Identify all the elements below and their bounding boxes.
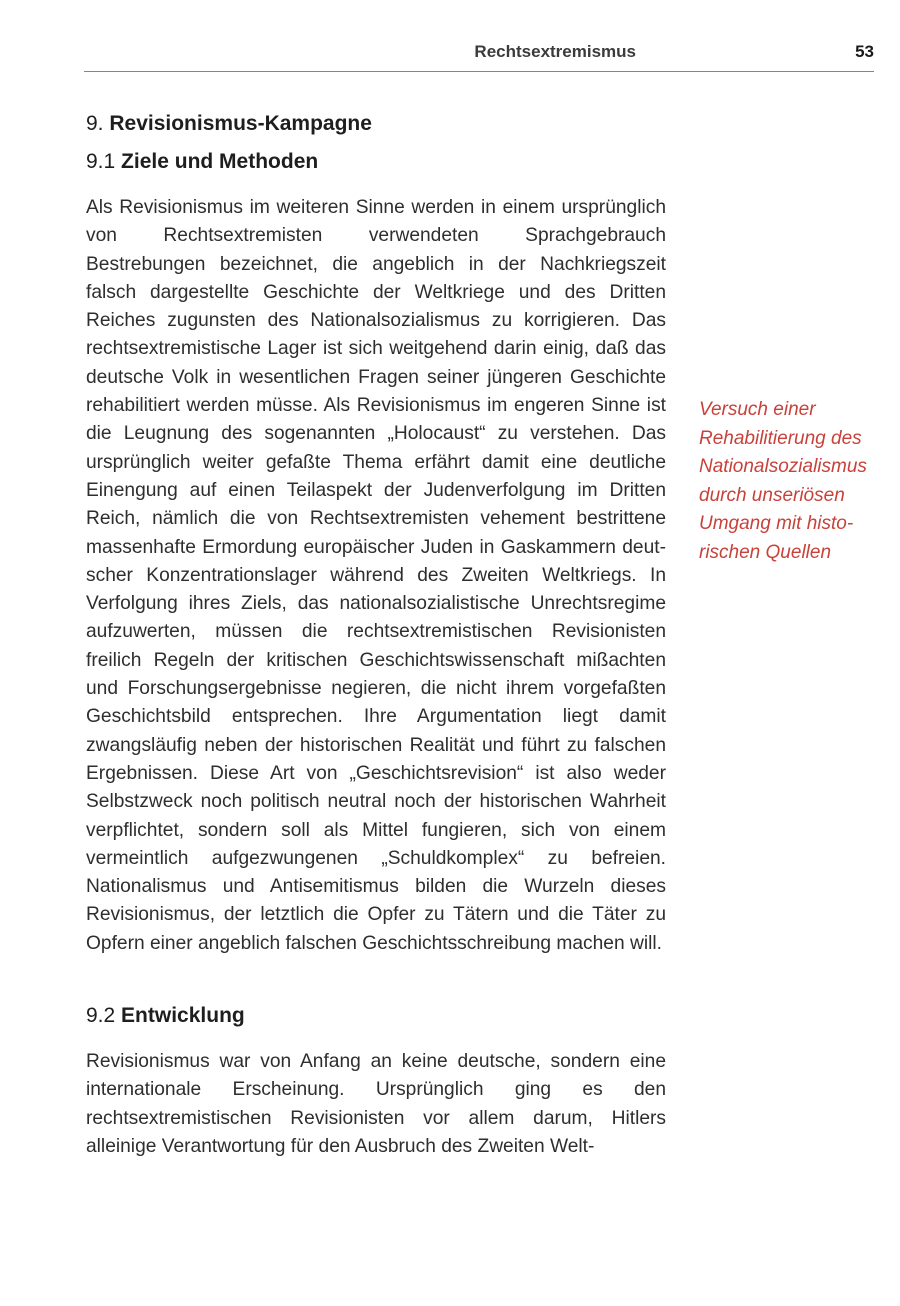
page-number: 53 — [855, 42, 874, 61]
subsection-heading-ziele — [86, 150, 666, 174]
section-number: 9. — [86, 112, 104, 135]
header-rule — [84, 71, 874, 72]
subsection-title: Ziele und Methoden — [121, 150, 319, 173]
subsection-entwicklung — [86, 1004, 666, 1161]
subsection-number: 9.1 — [86, 150, 116, 173]
margin-note: Versuch einer Rehabilitierung des Nationalsozialismus durch unseriösen Umgang mit historischen Quellen — [699, 399, 867, 563]
running-title: Rechtsextremismus — [474, 42, 636, 61]
body-paragraph-ziele: Als Revisionismus im weiteren Sinne werden in einem ursprünglich von Rechtsextremisten verwendeten Sprachgebrauch Bestrebungen bezeichnet, die angeblich in der Nachkriegszeit falsch dargestellte Geschichte der Weltkriege und des Dritten Reiches zugunsten des Nationalsozialismus zu korrigieren. Das rechtsextremistische Lager ist sich weitgehend darin einig, daß das deutsche Volk in wesentlichen Fragen seiner jüngeren Geschichte rehabilitiert werden müsse. Als Revisionismus im engeren Sinne ist die Leugnung des sogenannten „Holocaust“ zu verstehen. Das ursprünglich weiter gefaßte Thema erfährt damit eine deutliche Einengung auf einen Teilaspekt der Judenverfolgung im Dritten Reich, nämlich die von Rechtsextremisten vehement bestrittene massenhafte Ermordung europäischer Juden in Gaskammern deutscher Konzentrationslager während des Zweiten Weltkriegs. In Verfolgung ihres Ziels, das nationalsozialistische Unrechtsregime aufzuwerten, müssen die rechtsextremistischen Revisionisten freilich Regeln der kritischen Geschichtswissenschaft mißachten und Forschungsergebnisse negieren, die nicht ihrem vorgefaßten Geschichtsbild entsprechen. Ihre Argumentation liegt damit zwangsläufig neben der historischen Realität und führt zu falschen Ergebnissen. Diese Art von „Geschichtsrevision“ ist also weder Selbstzweck noch politisch neutral noch der historischen Wahrheit verpflichtet, sondern soll als Mittel fungieren, sich von einem vermeintlich aufgezwungenen „Schuldkomplex“ zu befreien. Nationalismus und Antisemitismus bilden die Wurzeln dieses Revisionismus, der letztlich die Opfer zu Tätern und die Täter zu Opfern einer angeblich falschen Geschichtsschreibung machen will. — [86, 197, 666, 954]
main-text-column — [86, 112, 666, 1161]
section-heading — [86, 112, 666, 136]
subsection-title: Entwicklung — [121, 1004, 245, 1028]
running-header — [84, 42, 874, 66]
section-title: Revisionismus-Kampagne — [109, 112, 372, 135]
body-paragraph-entwicklung: Revisionismus war von Anfang an keine deutsche, sondern eine internationale Erscheinung. Ursprünglich ging es den rechtsextremistischen Revisionisten vor allem darum, Hitlers alleinige Verantwortung für den Ausbruch des Zweiten Welt- — [86, 1051, 666, 1157]
subsection-number: 9.2 — [86, 1004, 116, 1028]
subsection-heading-entwicklung — [86, 1004, 666, 1028]
